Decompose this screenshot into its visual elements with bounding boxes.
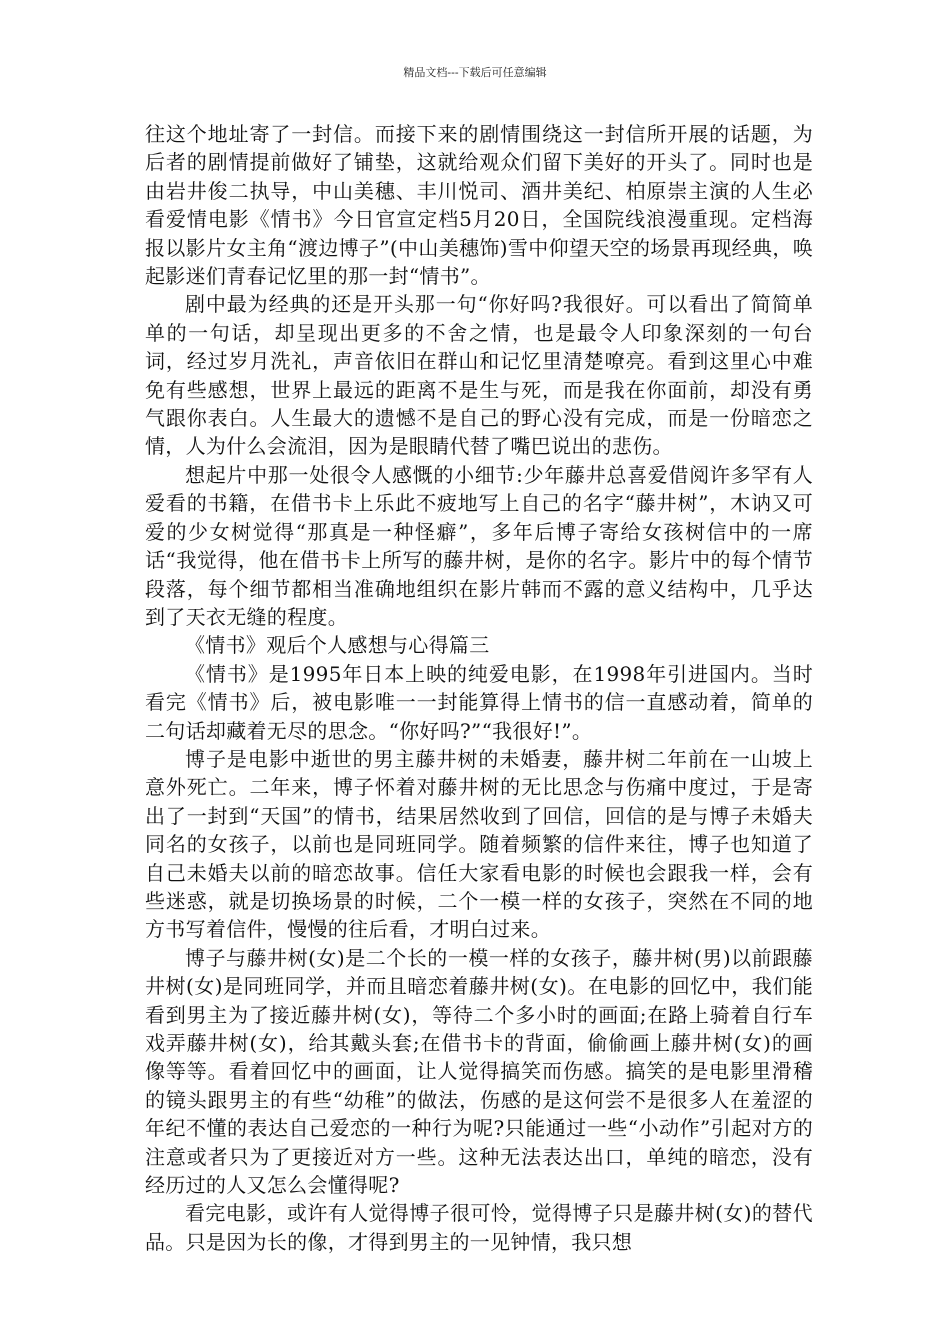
paragraph-2: 剧中最为经典的还是开头那一句“你好吗?我很好。可以看出了简简单单的一句话，却呈现出更多的不舍之情，也是最令人印象深刻的一句台词，经过岁月洗礼，声音依旧在群山和记忆里清楚嘹亮。看到这里心中难免有些感想，世界上最远的距离不是生与死，而是我在你面前，却没有勇气跟你表白。人生最大的遗憾不是自己的野心没有完成，而是一份暗恋之情，人为什么会流泪，因为是眼睛代替了嘴巴说出的悲伤。 [145, 292, 813, 459]
page-header: 精品文档---下载后可任意编辑 [403, 66, 547, 79]
paragraph-1: 往这个地址寄了一封信。而接下来的剧情围绕这一封信所开展的话题，为后者的剧情提前做好了铺垫，这就给观众们留下美好的开头了。同时也是由岩井俊二执导，中山美穗、丰川悦司、酒井美纪、柏原崇主演的人生必看爱情电影《情书》今日官宣定档5月20日，全国院线浪漫重现。定档海报以影片女主角“渡边博子”(中山美穗饰)雪中仰望天空的场景再现经典，唤起影迷们青春记忆里的那一封“情书”。 [145, 122, 813, 289]
paragraph-5: 博子是电影中逝世的男主藤井树的未婚妻，藤井树二年前在一山坡上意外死亡。二年来，博子怀着对藤井树的无比思念与伤痛中度过，于是寄出了一封到“天国”的情书，结果居然收到了回信，回信的是与博子未婚夫同名的女孩子，以前也是同班同学。随着频繁的信件来往，博子也知道了自己未婚夫以前的暗恋故事。信任大家看电影的时候也会跟我一样，会有些迷惑，就是切换场景的时候，二个一模一样的女孩子，突然在不同的地方书写着信件，慢慢的往后看，才明白过来。 [145, 746, 813, 942]
section-heading: 《情书》观后个人感想与心得篇三 [185, 633, 490, 658]
document-body [145, 120, 813, 1256]
paragraph-4: 《情书》是1995年日本上映的纯爱电影，在1998年引进国内。当时看完《情书》后，被电影唯一一封能算得上情书的信一直感动着，简单的二句话却藏着无尽的思念。“你好吗?”“我很好!”。 [145, 661, 813, 743]
paragraph-7: 看完电影，或许有人觉得博子很可怜，觉得博子只是藤井树(女)的替代品。只是因为长的像，才得到男主的一见钟情，我只想 [145, 1201, 813, 1254]
paragraph-6: 博子与藤井树(女)是二个长的一模一样的女孩子，藤井树(男)以前跟藤井树(女)是同班同学，并而且暗恋着藤井树(女)。在电影的回忆中，我们能看到男主为了接近藤井树(女)，等待二个多小时的画面;在路上骑着自行车戏弄藤井树(女)，给其戴头套;在借书卡的背面，偷偷画上藤井树(女)的画像等等。看着回忆中的画面，让人觉得搞笑而伤感。搞笑的是电影里滑稽的镜头跟男主的有些“幼稚”的做法，伤感的是这何尝不是很多人在羞涩的年纪不懂的表达自己爱恋的一种行为呢?只能通过一些“小动作”引起对方的注意或者只为了更接近对方一些。这种无法表达出口，单纯的暗恋，没有经历过的人又怎么会懂得呢? [145, 945, 813, 1198]
paragraph-3: 想起片中那一处很令人感慨的小细节:少年藤井总喜爱借阅许多罕有人爱看的书籍，在借书卡上乐此不疲地写上自己的名字“藤井树”，木讷又可爱的少女树觉得“那真是一种怪癖”，多年后博子寄给女孩树信中的一席话“我觉得，他在借书卡上所写的藤井树，是你的名字。影片中的每个情节段落，每个细节都相当准确地组织在影片韩而不露的意义结构中，几乎达到了天衣无缝的程度。 [145, 462, 813, 629]
